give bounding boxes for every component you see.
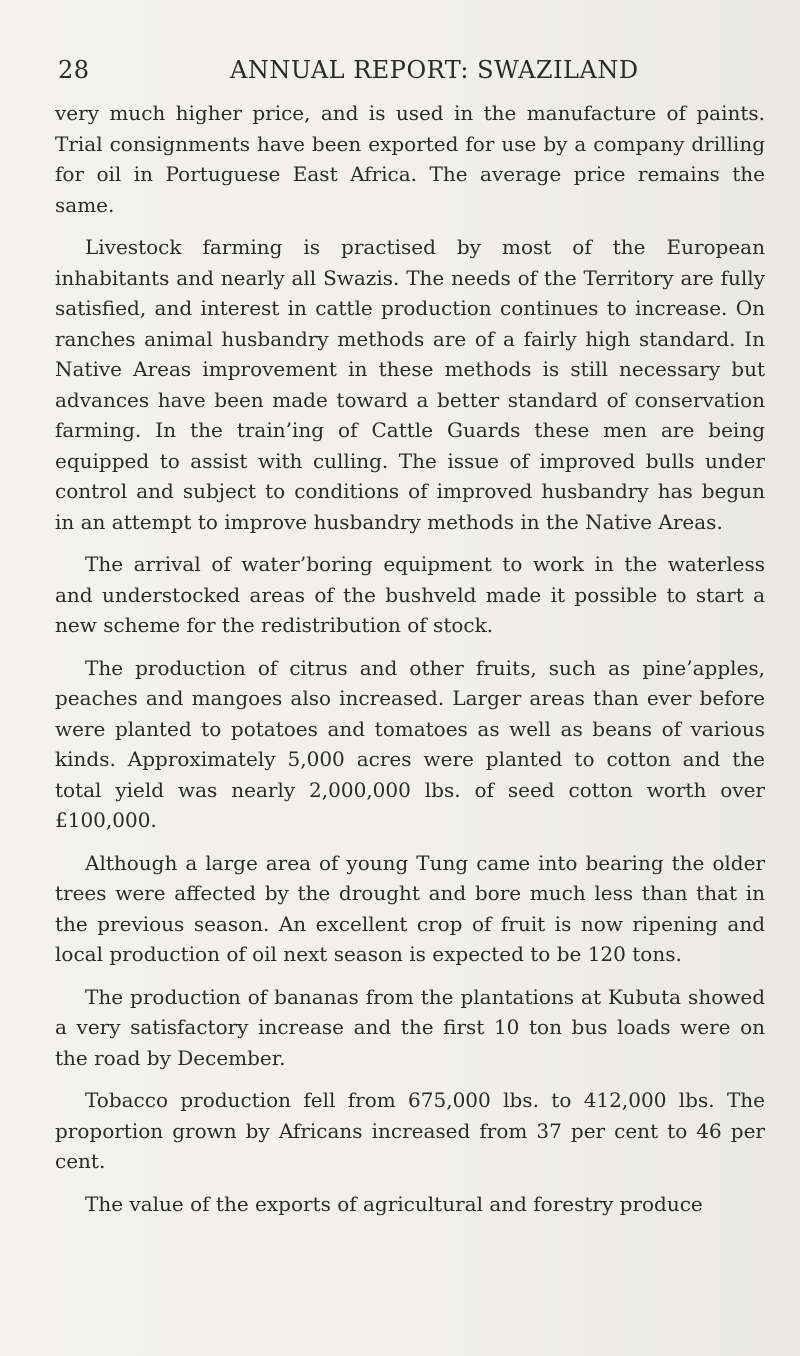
- paragraph-bananas: The production of bananas from the plantations at Kubuta showed a very satisfactory increase and the first 10 ton bus loads were on the road by December.: [55, 984, 765, 1070]
- paragraph-livestock: Livestock farming is practised by most of the European inhabitants and nearly all Swazis. The needs of the Territory are fully satisfied, and interest in cattle production continues to increase. On ranches animal husbandry methods are of a fairly high standard. In Native Areas improvement in these methods is still necessary but advances have been made toward a better standard of conservation farming. In the train’ing of Cattle Guards these men are being equipped to assist with culling. The issue of improved bulls under control and subject to conditions of improved husbandry has begun in an attempt to improve husbandry methods in the Native Areas.: [55, 235, 765, 534]
- paragraph-water-boring: The arrival of water’boring equipment to work in the waterless and understocked areas of the bushveld made it possible to start a new scheme for the redistribution of stock.: [55, 552, 765, 637]
- page-header: [58, 52, 736, 88]
- paragraph-exports: The value of the exports of agricultural and forestry produce: [85, 1191, 703, 1216]
- paragraph-fruit-cotton: The production of citrus and other fruits, such as pine’apples, peaches and mangoes also increased. Larger areas than ever before were planted to potatoes and tomatoes as well as beans of various kinds. Approximately 5,000 acres were planted to cotton and the total yield was nearly 2,000,000 lbs. of seed cotton worth over £100,000.: [55, 655, 765, 832]
- running-title: ANNUAL REPORT: SWAZILAND: [230, 56, 639, 84]
- paragraph-paint-market: very much higher price, and is used in the manufacture of paints. Trial consignments have been exported for use by a company drilling for oil in Portuguese East Africa. The average price remains the same.: [55, 101, 765, 217]
- paragraph-tobacco: Tobacco production fell from 675,000 lbs. to 412,000 lbs. The proportion grown by Africans increased from 37 per cent to 46 per cent.: [55, 1088, 765, 1173]
- body-text: [55, 98, 765, 1231]
- page-number: 28: [58, 56, 90, 84]
- paragraph-tung: Although a large area of young Tung came into bearing the older trees were affected by the drought and bore much less than that in the previous season. An excellent crop of fruit is now ripening and local production of oil next season is expected to be 120 tons.: [55, 850, 765, 966]
